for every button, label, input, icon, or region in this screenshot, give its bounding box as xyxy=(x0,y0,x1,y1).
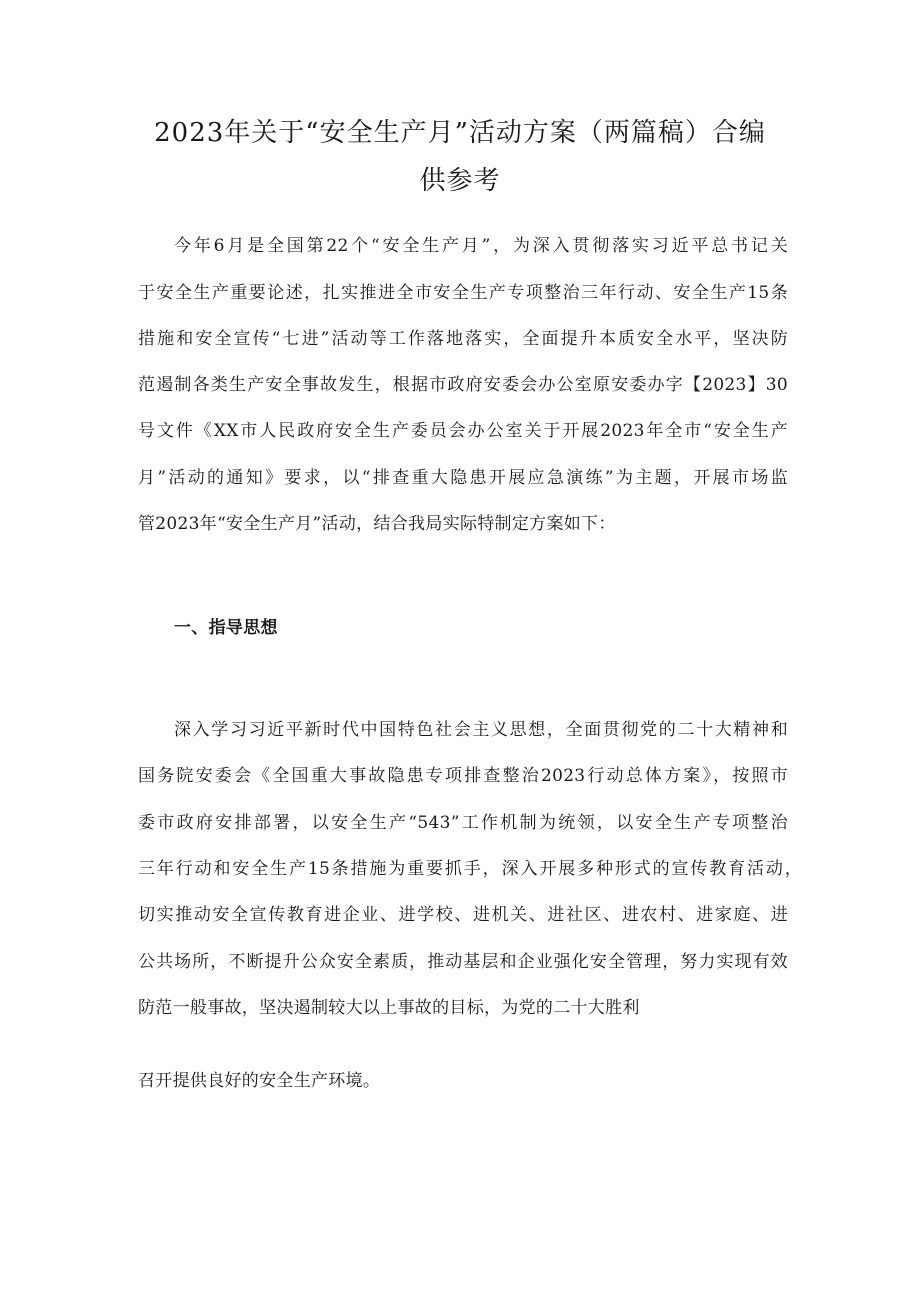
paragraph-1-line-1: 今年6月是全国第22个“安全生产月”，为深入贯彻落实习近平总书记关 xyxy=(174,236,788,256)
paragraph-1-line-5: 号文件《XX市人民政府安全生产委员会办公室关于开展2023年全市“安全生产 xyxy=(138,421,788,441)
section-heading-guiding-thought: 一、指导思想 xyxy=(174,618,278,638)
paragraph-1-line-2: 于安全生产重要论述，扎实推进全市安全生产专项整治三年行动、安全生产15条 xyxy=(138,283,788,303)
paragraph-1-line-3: 措施和安全宣传“七进”活动等工作落地落实，全面提升本质安全水平，坚决防 xyxy=(138,329,788,349)
paragraph-3: 召开提供良好的安全生产环境。 xyxy=(138,1071,381,1091)
paragraph-1-line-4: 范遏制各类生产安全事故发生，根据市政府安委会办公室原安委办字【2023】30 xyxy=(138,375,788,395)
paragraph-2-line-7: 防范一般事故，坚决遏制较大以上事故的目标，为党的二十大胜利 xyxy=(138,998,640,1018)
paragraph-2-line-4: 三年行动和安全生产15条措施为重要抓手，深入开展多种形式的宣传教育活动， xyxy=(138,859,802,879)
paragraph-1-line-7: 管2023年“安全生产月”活动，结合我局实际特制定方案如下： xyxy=(138,514,616,534)
paragraph-2-line-6: 公共场所，不断提升公众安全素质，推动基层和企业强化安全管理，努力实现有效 xyxy=(138,952,788,972)
document-title-line-2: 供参考 xyxy=(419,166,501,196)
paragraph-1-line-6: 月”活动的通知》要求，以“排查重大隐患开展应急演练”为主题，开展市场监 xyxy=(138,468,788,488)
paragraph-2-line-1: 深入学习习近平新时代中国特色社会主义思想，全面贯彻党的二十大精神和 xyxy=(174,720,788,740)
document-title-line-1: 2023年关于“安全生产月”活动方案（两篇稿）合编 xyxy=(154,118,766,148)
paragraph-2-line-5: 切实推动安全宣传教育进企业、进学校、进机关、进社区、进农村、进家庭、进 xyxy=(138,905,788,925)
paragraph-2-line-3: 委市政府安排部署，以安全生产“543”工作机制为统领，以安全生产专项整治 xyxy=(138,813,788,833)
paragraph-2-line-2: 国务院安委会《全国重大事故隐患专项排查整治2023行动总体方案》，按照市 xyxy=(138,766,788,786)
